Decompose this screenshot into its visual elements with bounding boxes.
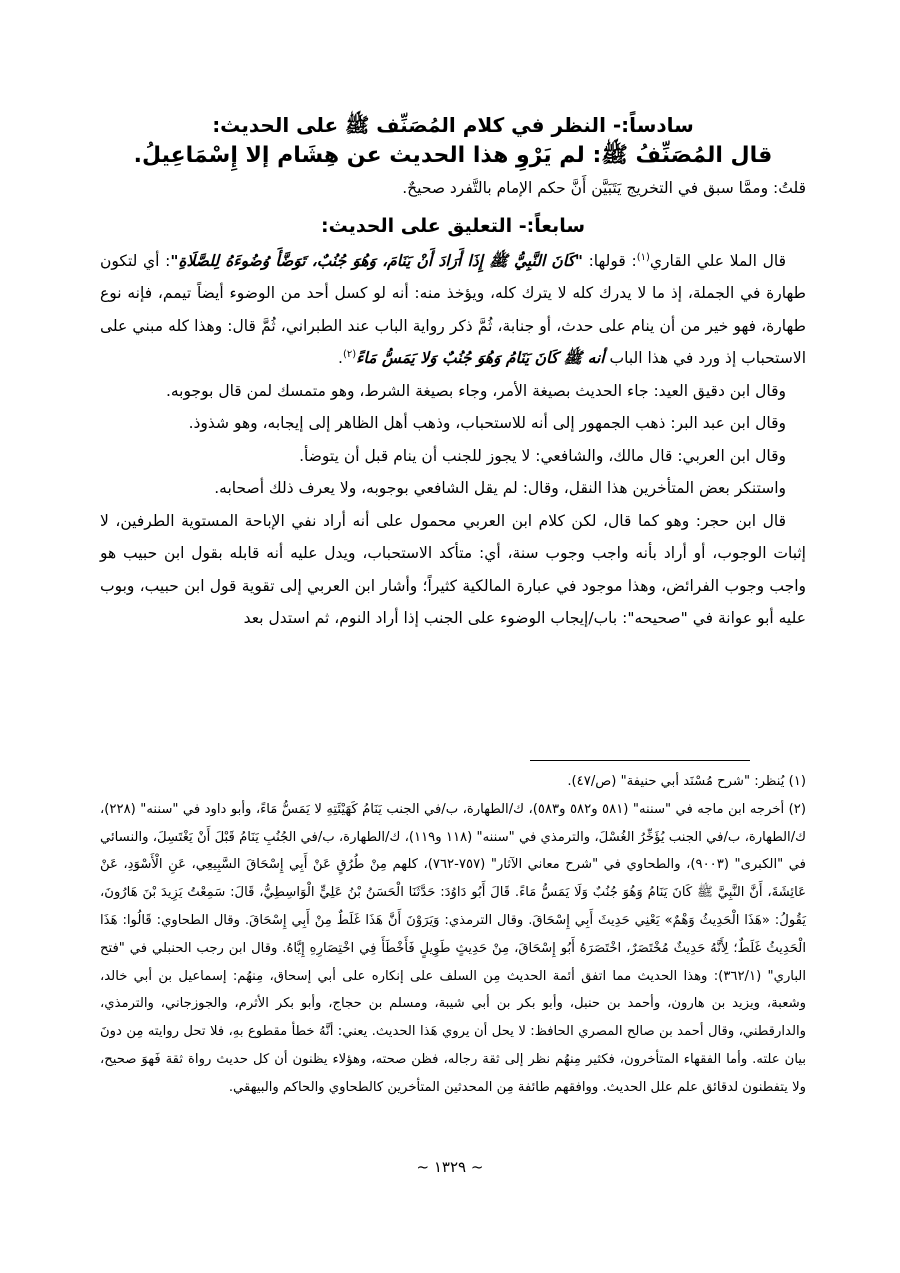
footnote-1: (١) يُنظر: "شرح مُسْنَد أبي حنيفة" (ص/٤٧). xyxy=(567,774,806,789)
section-heading-7: سابعاً:- التعليق على الحديث: xyxy=(320,214,586,237)
main-text xyxy=(100,110,806,635)
footnote-separator xyxy=(530,760,750,761)
qari-mid: : قولها: xyxy=(582,251,637,270)
paragraph-istankar: واستنكر بعض المتأخرين هذا النقل، وقال: لم يقل الشافعي بوجوبه، ولا يعرف ذلك أصحابه. xyxy=(214,479,786,497)
section-heading-6: سادساً:- النظر في كلام المُصَنِّف ﷺ على الحديث: xyxy=(212,113,694,137)
hadith-quote: "كَانَ النَّبِيُّ ﷺ إِذَا أَرَادَ أَنْ يَنَامَ، وَهُوَ جُنُبٌ، تَوَضَّأَ وُضُوءَهُ لِلصَّلَاةِ" xyxy=(170,251,583,270)
footnote-ref-2: (٢) xyxy=(342,348,357,360)
author-statement-heading: قال المُصَنِّفُ ﷺ: لم يَرْوِ هذا الحديث عن هِشَام إلا إِسْمَاعِيلُ. xyxy=(133,143,773,168)
qari-rest: : أي لتكون طهارة في الجملة، إذ ما لا يدرك كله لا يترك كله، ويؤخذ منه: أنه لو كسل أحد من الوضوء أيضاً تيمم، فإنه نوع طهارة، فهو خير من أن ينام على حدث، أو جنابة، ثُمَّ ذكر رواية الباب عند الطبراني، ثُمَّ قال: وهذا كله مبني على الاستحباب إذ ورد في هذا الباب xyxy=(100,251,806,367)
qari-prefix: قال الملا علي القاري xyxy=(649,251,786,270)
paragraph-ibn-daqiq: وقال ابن دقيق العيد: جاء الحديث بصيغة الأمر، وجاء بصيغة الشرط، وهو متمسك لمن قال بوجوبه. xyxy=(165,381,786,400)
footnote-2: (٢) أخرجه ابن ماجه في "سننه" (٥٨١ و٥٨٢ و٥٨٣)، ك/الطهارة، ب/في الجنب يَنَامُ كَهَيْئَتِهِ لا يَمَسُّ مَاءً، وأبو داود في "سننه" (٢٢٨)، ك/الطهارة، ب/في الجنب يُؤَخِّرُ الغُسْلَ، والترمذي في "سننه" (١١٨ و١١٩)، ك/الطهارة، ب/في الجُنُبِ يَنَامُ قَبْلَ أَنْ يَغْتَسِلَ، والنسائي في "الكبرى" (٩٠٠٣)، والطحاوي في "شرح معاني الآثار" (٧٥٧-٧٦٢)، كلهم مِنْ طُرُقٍ عَنْ أَبِي إِسْحَاقَ السَّبِيعِي، عَنِ الْأَسْوَدِ، عَنْ عَائِشَةَ، أَنَّ النَّبِيَّ ﷺ كَانَ يَنَامُ وَهُوَ جُنُبٌ وَلَا يَمَسُّ مَاءً. قَالَ أَبُو دَاوُدَ: حَدَّثَنَا الْحَسَنُ بْنُ عَلِيٍّ الْوَاسِطِيُّ، قَالَ: سَمِعْتُ يَزِيدَ بْنَ هَارُونَ، يَقُولُ: «هَذَا الْحَدِيثُ وَهْمٌ» يَعْنِي حَدِيثَ أَبِي إِسْحَاقَ. وقال الترمذي: وَيَرَوْنَ أَنَّ هَذَا غَلَطٌ مِنْ أَبِي إِسْحَاقَ. وقال الطحاوي: قَالُوا: هَذَا الْحَدِيثُ غَلَطٌ؛ لِأَنَّهُ حَدِيثٌ مُخْتَصَرٌ، اخْتَصَرَهُ أَبُو إِسْحَاقَ، مِنْ حَدِيثٍ طَوِيلٍ فَأَخْطَأَ فِي اخْتِصَارِهِ إِيَّاهُ. وقال ابن رجب الحنبلي في "فتح الباري" (٣٦٢/١): وهذا الحديث مما اتفق أئمة الحديث مِن السلف على إنكاره على أبي إسحاق، مِنهُم: إسماعيل بن أبي خالد، وشعبة، ويزيد بن هارون، وأحمد بن حنبل، وأبو بكر بن أبي شيبة، ومسلم بن حجاج، وأبو بكر الأثرم، والجوزجاني، والترمذي، والدارقطني، وقال أحمد بن صالح المصري الحافظ: لا يحل أن يروي هَذا الحديث. يعني: أنَّهُ خطأ مقطوع بهِ، فلا تحل روايته مِن دونَ بيان علته. وأما الفقهاء المتأخرون، فكثير مِنهُم نظر إلى ثقة رجاله، فظن صحته، وهؤلاء يظنون أن كل حديث رواة ثقة فَهوَ صحيح، ولا يتفطنون لدقائق علم علل الحديث. ووافقهم طائفة مِن المحدثين المتأخرين كالطحاوي والحاكم والبيهقي. xyxy=(100,801,807,1095)
qari-end: . xyxy=(338,349,343,367)
intro-paragraph: قلتُ: وممَّا سبق في التخريج يَتَبَيَّن أَنَّ حكم الإمام بالتَّفرد صحيحٌ. xyxy=(402,179,806,197)
footnotes xyxy=(100,768,806,1102)
hadith-quote-2: أنه ﷺ كَانَ يَنَامُ وَهُوَ جُنُبٌ وَلا يَمَسُّ مَاءً xyxy=(356,349,605,367)
paragraph-ibn-abd-albarr: وقال ابن عبد البر: ذهب الجمهور إلى أنه للاستحباب، وذهب أهل الظاهر إلى إيجابه، وهو شذوذ. xyxy=(188,414,786,432)
footnote-ref-1: (١) xyxy=(636,251,650,263)
paragraph-qari xyxy=(100,245,806,375)
paragraph-ibn-alarabi: وقال ابن العربي: قال مالك، والشافعي: لا يجوز للجنب أن ينام قبل أن يتوضأ. xyxy=(299,446,786,465)
paragraph-ibn-hajar: قال ابن حجر: وهو كما قال، لكن كلام ابن العربي محمول على أنه أراد نفي الإباحة المستوية الطرفين، لا إثبات الوجوب، أو أراد بأنه واجب وجوب سنة، أي: متأكد الاستحباب، ويدل عليه أنه قابله بقول ابن حبيب هو واجب وجوب الفرائض، وهذا موجود في عبارة المالكية كثيراً؛ وأشار ابن العربي إلى تقوية قول ابن حبيب، وبوب عليه أبو عوانة في "صحيحه": باب/إيجاب الوضوء على الجنب إذا أراد النوم، ثم استدل بعد xyxy=(100,511,806,627)
page-number: ~ ١٣٢٩ ~ xyxy=(416,1158,484,1176)
